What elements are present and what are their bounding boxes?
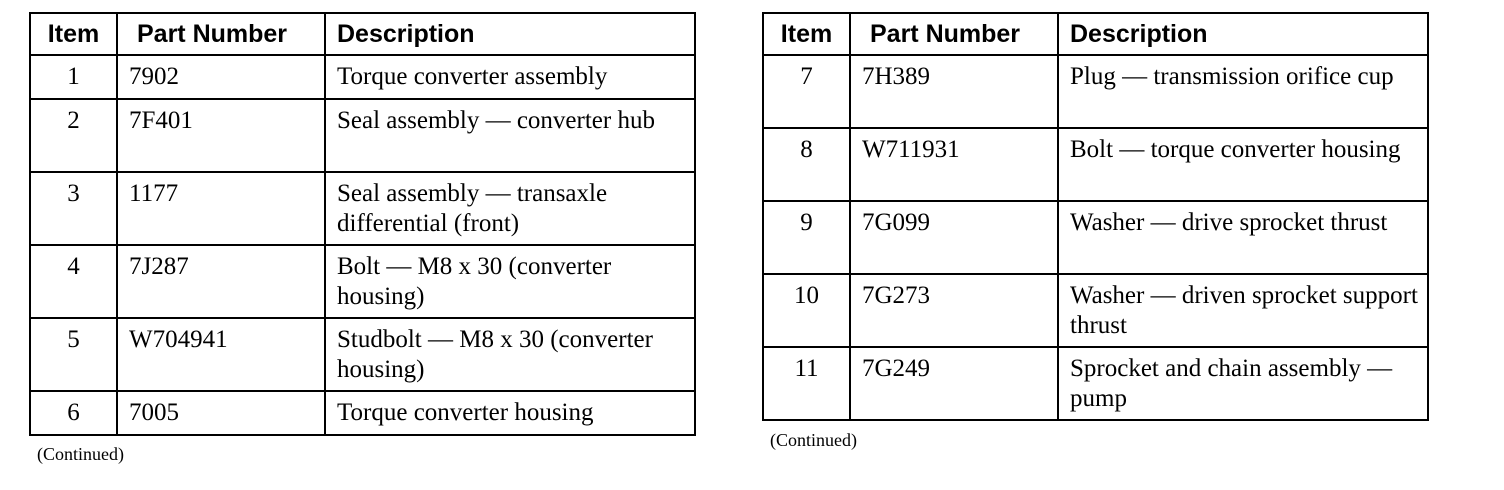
part-number: 7902 <box>117 55 325 99</box>
part-number: 7G249 <box>850 347 1058 420</box>
parts-table-right-panel <box>762 12 1429 451</box>
item-number: 9 <box>763 201 850 274</box>
table-row <box>763 201 1428 274</box>
part-number: W711931 <box>850 128 1058 201</box>
table-row <box>30 99 695 172</box>
part-description: Bolt — torque converter housing <box>1058 128 1428 201</box>
table-row <box>30 391 695 435</box>
item-number: 3 <box>30 172 117 245</box>
part-description: Sprocket and chain assembly — pump <box>1058 347 1428 420</box>
item-number: 11 <box>763 347 850 420</box>
continued-note: (Continued) <box>770 430 857 450</box>
part-description: Studbolt — M8 x 30 (converter housing) <box>325 318 695 391</box>
table-row <box>30 245 695 318</box>
part-number: 1177 <box>117 172 325 245</box>
table-row <box>30 55 695 99</box>
part-description: Bolt — M8 x 30 (converter housing) <box>325 245 695 318</box>
item-number: 5 <box>30 318 117 391</box>
part-number: 7F401 <box>117 99 325 172</box>
part-number: 7G099 <box>850 201 1058 274</box>
column-header-description: Description <box>325 13 695 55</box>
column-header-item: Item <box>30 13 117 55</box>
table-header-row <box>30 13 695 55</box>
column-header-description: Description <box>1058 13 1428 55</box>
part-description: Seal assembly — transaxle differential (front) <box>325 172 695 245</box>
table-row <box>763 274 1428 347</box>
column-header-part-number: Part Number <box>117 13 325 55</box>
part-number: 7J287 <box>117 245 325 318</box>
part-description: Plug — transmission orifice cup <box>1058 55 1428 128</box>
item-number: 6 <box>30 391 117 435</box>
parts-table-left <box>29 12 696 436</box>
table-row <box>30 318 695 391</box>
item-number: 2 <box>30 99 117 172</box>
part-description: Torque converter assembly <box>325 55 695 99</box>
table-row <box>763 128 1428 201</box>
part-description: Seal assembly — converter hub <box>325 99 695 172</box>
continued-note: (Continued) <box>37 444 124 464</box>
table-header-row <box>763 13 1428 55</box>
part-number: 7G273 <box>850 274 1058 347</box>
column-header-item: Item <box>763 13 850 55</box>
item-number: 7 <box>763 55 850 128</box>
part-number: 7H389 <box>850 55 1058 128</box>
item-number: 10 <box>763 274 850 347</box>
part-description: Washer — driven sprocket support thrust <box>1058 274 1428 347</box>
item-number: 1 <box>30 55 117 99</box>
column-header-part-number: Part Number <box>850 13 1058 55</box>
part-description: Torque converter housing <box>325 391 695 435</box>
table-row <box>763 347 1428 420</box>
table-row <box>30 172 695 245</box>
parts-table-left-panel <box>29 12 696 465</box>
item-number: 8 <box>763 128 850 201</box>
table-row <box>763 55 1428 128</box>
part-description: Washer — drive sprocket thrust <box>1058 201 1428 274</box>
parts-table-right <box>762 12 1429 421</box>
part-number: 7005 <box>117 391 325 435</box>
part-number: W704941 <box>117 318 325 391</box>
item-number: 4 <box>30 245 117 318</box>
